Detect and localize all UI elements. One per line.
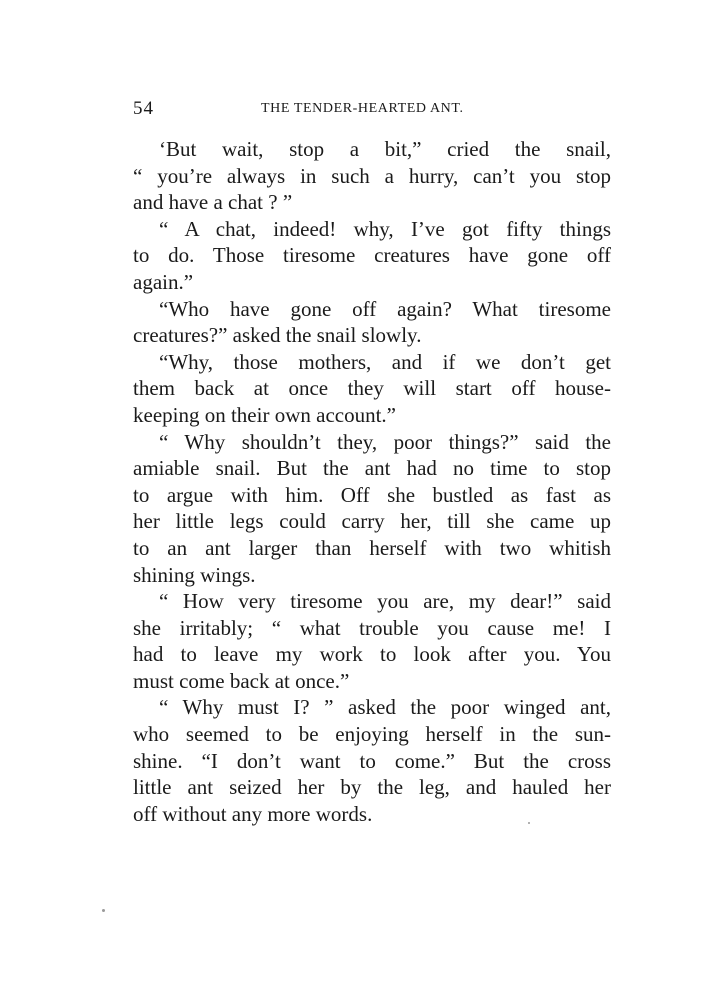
text-line: “Who have gone off again? What tiresome xyxy=(159,296,611,321)
text-line: she irritably; “ what trouble you cause me! I xyxy=(133,615,611,640)
paper-speck xyxy=(102,909,105,912)
text-line: ‘But wait, stop a bit,” cried the snail, xyxy=(159,137,611,161)
text-line: off without any more words. xyxy=(133,801,373,826)
page-number: 54 xyxy=(133,98,154,119)
text-line: again.” xyxy=(133,269,194,294)
text-line: her little legs could carry her, till she came up xyxy=(133,509,611,534)
text-line: to an ant larger than herself with two whitish xyxy=(133,535,611,560)
body-text xyxy=(133,136,611,827)
text-line: shine. “I don’t want to come.” But the cross xyxy=(133,748,611,773)
text-line: creatures?” asked the snail slowly. xyxy=(133,323,422,348)
text-line: who seemed to be enjoying herself in the sun- xyxy=(133,722,611,747)
running-title: THE TENDER-HEARTED ANT. xyxy=(261,101,464,116)
text-line: and have a chat ? ” xyxy=(133,190,293,215)
text-line: amiable snail. But the ant had no time to stop xyxy=(133,456,611,481)
text-line: “Why, those mothers, and if we don’t get xyxy=(159,349,611,374)
text-line: to argue with him. Off she bustled as fast as xyxy=(133,482,611,507)
text-line: “ A chat, indeed! why, I’ve got fifty things xyxy=(159,216,611,241)
text-line: “ Why shouldn’t they, poor things?” said the xyxy=(159,429,611,454)
text-line: must come back at once.” xyxy=(133,668,350,693)
text-line: “ How very tiresome you are, my dear!” said xyxy=(159,589,611,614)
text-line: “ Why must I? ” asked the poor winged ant, xyxy=(159,695,611,720)
text-line: “ you’re always in such a hurry, can’t you stop xyxy=(133,163,611,188)
text-line: little ant seized her by the leg, and hauled her xyxy=(133,775,611,800)
text-line: had to leave my work to look after you. You xyxy=(133,642,611,667)
text-line: to do. Those tiresome creatures have gone off xyxy=(133,243,611,268)
text-line: them back at once they will start off house- xyxy=(133,376,611,401)
text-line: shining wings. xyxy=(133,562,256,587)
running-header xyxy=(133,98,611,122)
paper-speck xyxy=(528,822,530,824)
text-line: keeping on their own account.” xyxy=(133,402,396,427)
